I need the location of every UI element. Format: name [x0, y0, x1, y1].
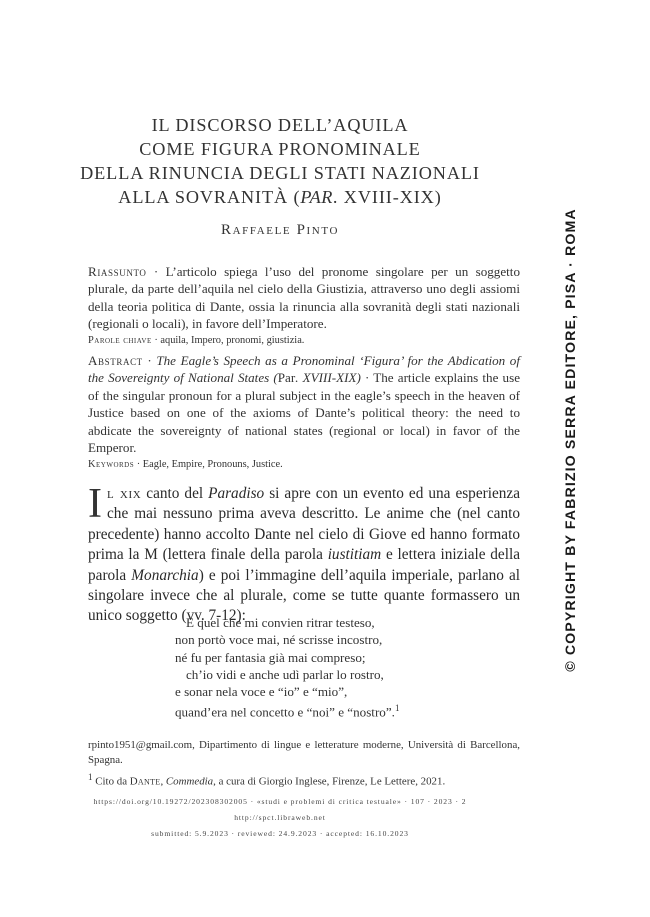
abstract-par: Par: [277, 370, 296, 386]
submission-dates: submitted: 5.9.2023 · reviewed: 24.9.2023 · accepted: 16.10.2023: [151, 829, 409, 838]
riassunto-paragraph: [88, 263, 520, 333]
title-line: DELLA RINUNCIA DEGLI STATI NAZIONALI: [80, 163, 480, 183]
title-text: . XVIII-XIX): [332, 187, 442, 207]
riassunto-text: · L’articolo spiega l’uso del pronome singolare per un soggetto plurale, da parte dell’aquila nel cielo della Giustizia, attraverso uno degli assiomi della teoria politica di Dante, ossia la rinuncia alla sovranità degli stati nazionali (regionali o locali), in favore dell’Imperatore.: [88, 264, 520, 332]
abstract-label: Abstract: [88, 353, 143, 368]
title-par-abbrev: PAR: [300, 187, 333, 207]
footnote-text: ,: [160, 775, 166, 788]
body-text: ) e poi l’immagine dell’aquila imperiale, parlano al singolare invece che al plurale, come se tutte quante formassero un unico soggetto (vv. 7-12):: [88, 566, 521, 625]
copyright-notice: © COPYRIGHT BY FABRIZIO SERRA EDITORE, PISA · ROMA: [563, 208, 579, 672]
separator: ·: [142, 353, 157, 368]
footnote-ref: 1: [394, 703, 400, 714]
title-line: [60, 185, 500, 209]
footnote-number: 1: [88, 772, 93, 782]
author-affiliation-note: rpinto1951@gmail.com, Dipartimento di lingue e letterature moderne, Università di Barcellona, Spagna.: [88, 739, 520, 766]
body-iustitiam: iustitiam: [327, 546, 382, 564]
verse-text: quand’era nel concetto e “noi” e “nostro”.: [175, 704, 395, 720]
drop-cap: I: [88, 481, 102, 527]
riassunto-label: Riassunto: [88, 264, 147, 279]
abstract-title: The Eagle’s Speech as a Pronominal ‘Figura’ for the Abdication of the Sovereignty of National States (: [88, 353, 520, 386]
body-text: si apre con un evento ed una esperienza che mai nessuno prima aveva descritto. Le anime che (nel canto precedente) hanno accolto Dante nel cielo di Giove ed hanno formato prima la M (lettera finale della parola: [88, 485, 520, 564]
article-title: [60, 113, 500, 209]
body-monarchia: Monarchia: [131, 566, 199, 584]
verse-line: [175, 700, 505, 721]
abstract-paragraph: [88, 352, 520, 456]
verse-line: né fu per fantasia già mai compreso;: [175, 649, 366, 665]
journal-url: http://spct.libraweb.net: [234, 813, 326, 822]
footnote-text: Cito da: [92, 775, 130, 788]
footnote-text: , a cura di Giorgio Inglese, Firenze, Le Lettere, 2021.: [213, 775, 446, 788]
body-text: e lettera iniziale della parola: [88, 546, 520, 584]
title-text: ALLA SOVRANITÀ (: [118, 187, 301, 207]
title-line: COME FIGURA PRONOMINALE: [139, 139, 421, 159]
title-line: IL DISCORSO DELL’AQUILA: [151, 115, 409, 135]
verse-line: non portò voce mai, né scrisse incostro,: [175, 632, 383, 648]
author-name: Raffaele Pinto: [220, 222, 340, 238]
keywords: [88, 458, 520, 471]
footnote-commedia: Commedia: [165, 775, 214, 788]
parole-chiave: [88, 334, 520, 347]
doi-line: https://doi.org/10.19272/202308302005 · «studi e problemi di critica testuale» · 107 · 2023 · 2: [93, 797, 467, 806]
body-smallcaps: l xix: [107, 485, 142, 502]
footnote-dante: Dante: [129, 775, 161, 788]
abstract-text: · The article explains the use of the singular pronoun for a plural subject in the eagle’s speech in the heaven of Justice based on one of the axioms of Dante’s political theory: the need to abdicate the sovereignty of national states (regional or local) in favor of the Emperor.: [88, 370, 521, 456]
verse-line: E quel che mi convien ritrar testeso,: [186, 615, 375, 630]
footnote-1: [88, 770, 520, 790]
verse-quotation: [175, 614, 505, 721]
keywords-label: Keywords: [88, 459, 135, 470]
verse-line: e sonar nela voce e “io” e “mio”,: [175, 684, 348, 700]
parole-chiave-label: Parole chiave: [88, 335, 152, 346]
body-text: canto del: [141, 485, 209, 502]
abstract-title-end: . XVIII-XIX): [295, 370, 361, 386]
keywords-text: · Eagle, Empire, Pronouns, Justice.: [134, 459, 283, 470]
body-paragraph: [88, 481, 521, 627]
body-paradiso: Paradiso: [208, 485, 265, 502]
parole-chiave-text: · aquila, Impero, pronomi, giustizia.: [151, 335, 305, 346]
verse-line: ch’io vidi e anche udì parlar lo rostro,: [186, 666, 384, 682]
